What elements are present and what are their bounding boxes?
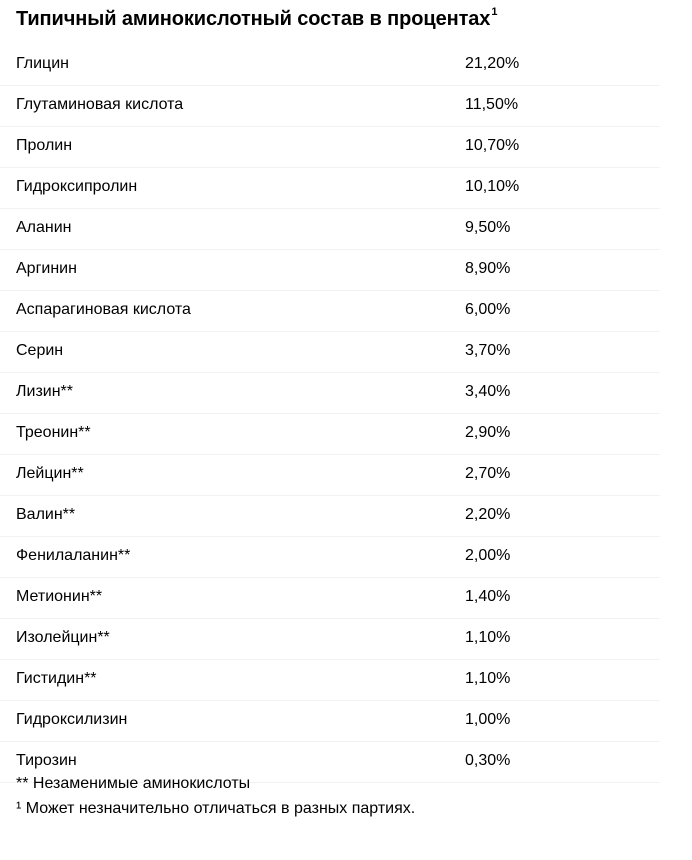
table-row <box>0 250 660 291</box>
footnote-essential-amino-acids: ** Незаменимые аминокислоты <box>16 775 251 792</box>
page-title <box>16 8 497 31</box>
amino-acid-name: Треонин** <box>16 424 91 441</box>
table-row <box>0 414 660 455</box>
amino-acid-table <box>0 45 660 783</box>
amino-acid-name: Метионин** <box>16 588 103 605</box>
amino-acid-percent: 10,70% <box>465 137 520 154</box>
amino-acid-percent: 8,90% <box>465 260 511 277</box>
table-row <box>0 537 660 578</box>
amino-acid-name: Валин** <box>16 506 76 523</box>
amino-acid-percent: 9,50% <box>465 219 511 236</box>
table-row <box>0 291 660 332</box>
amino-acid-percent: 2,20% <box>465 506 511 523</box>
title-text: Типичный аминокислотный состав в процентах <box>16 8 491 30</box>
amino-acid-name: Гидроксипролин <box>16 178 138 195</box>
amino-acid-name: Глутаминовая кислота <box>16 96 184 113</box>
table-row <box>0 619 660 660</box>
amino-acid-name: Глицин <box>16 55 69 72</box>
amino-acid-name: Фенилаланин** <box>16 547 131 564</box>
title-footnote-marker: 1 <box>491 6 498 19</box>
amino-acid-percent: 0,30% <box>465 752 511 769</box>
amino-acid-percent: 10,10% <box>465 178 520 195</box>
table-row <box>0 660 660 701</box>
amino-acid-percent: 1,10% <box>465 670 511 687</box>
table-row <box>0 45 660 86</box>
amino-acid-percent: 1,10% <box>465 629 511 646</box>
amino-acid-percent: 2,70% <box>465 465 511 482</box>
amino-acid-name: Гидроксилизин <box>16 711 128 728</box>
table-row <box>0 168 660 209</box>
amino-acid-percent: 21,20% <box>465 55 520 72</box>
amino-acid-name: Гистидин** <box>16 670 97 687</box>
amino-acid-name: Пролин <box>16 137 73 154</box>
amino-acid-name: Тирозин <box>16 752 77 769</box>
table-row <box>0 209 660 250</box>
amino-acid-percent: 1,40% <box>465 588 511 605</box>
footnote-batch-variation: ¹ Может незначительно отличаться в разных партиях. <box>16 800 416 817</box>
amino-acid-name: Изолейцин** <box>16 629 110 646</box>
table-row <box>0 373 660 414</box>
amino-acid-name: Аспарагиновая кислота <box>16 301 191 318</box>
amino-acid-percent: 3,70% <box>465 342 511 359</box>
table-row <box>0 701 660 742</box>
amino-acid-name: Лейцин** <box>16 465 84 482</box>
table-row <box>0 455 660 496</box>
amino-acid-percent: 2,90% <box>465 424 511 441</box>
amino-acid-name: Серин <box>16 342 64 359</box>
amino-acid-percent: 3,40% <box>465 383 511 400</box>
amino-acid-percent: 1,00% <box>465 711 511 728</box>
table-row <box>0 127 660 168</box>
table-row <box>0 578 660 619</box>
amino-acid-percent: 2,00% <box>465 547 511 564</box>
amino-acid-name: Аланин <box>16 219 72 236</box>
amino-acid-name: Лизин** <box>16 383 73 400</box>
table-row <box>0 332 660 373</box>
amino-acid-percent: 11,50% <box>465 96 519 113</box>
table-row <box>0 496 660 537</box>
amino-acid-name: Аргинин <box>16 260 77 277</box>
amino-acid-percent: 6,00% <box>465 301 511 318</box>
table-row <box>0 86 660 127</box>
